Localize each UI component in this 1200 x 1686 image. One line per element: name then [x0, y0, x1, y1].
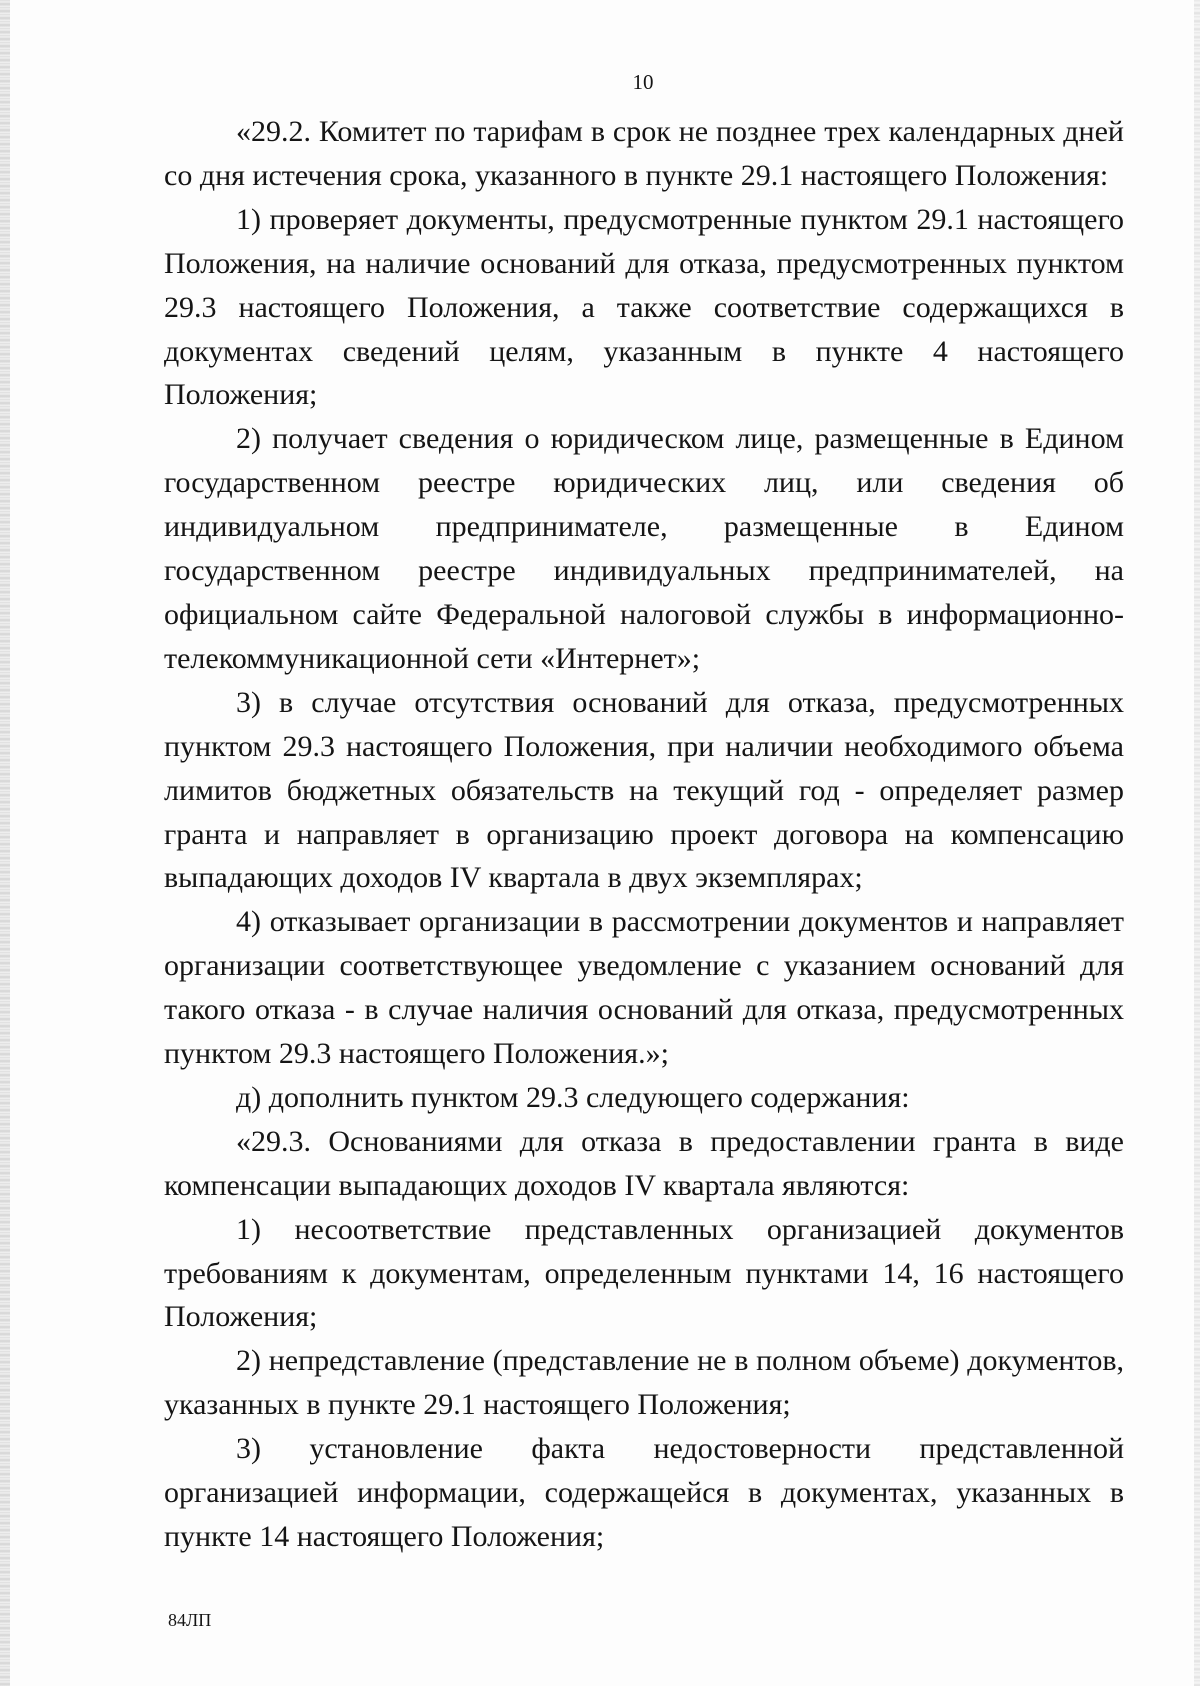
page-number: 10 — [632, 70, 654, 94]
paragraph-amendment-d: д) дополнить пунктом 29.3 следующего содержания: — [236, 1080, 910, 1114]
paragraph-29-2-item-2: 2) получает сведения о юридическом лице, размещенные в Едином государственном реестре юридических лиц, или сведения об индивидуальном предпринимателе, размещенные в Едином государственном реестре индивидуальных предпринимателей, на официальном сайте Федеральной налоговой службы в информационно-телекоммуникационной сети «Интернет»; — [164, 422, 1124, 675]
scan-edge-left — [0, 0, 10, 1686]
paragraph-29-2-item-3: 3) в случае отсутствия оснований для отказа, предусмотренных пунктом 29.3 настоящего Положения, при наличии необходимого объема лимитов бюджетных обязательств на текущий год - определяет размер гранта и направляет в организацию проект договора на компенсацию выпадающих доходов IV квартала в двух экземплярах; — [164, 685, 1124, 895]
paragraph-29-3-intro: «29.3. Основаниями для отказа в предоставлении гранта в виде компенсации выпадающих доходов IV квартала являются: — [164, 1124, 1124, 1202]
document-body — [164, 110, 1124, 1559]
scan-edge-right — [1194, 0, 1200, 1686]
footer-document-code: 84ЛП — [168, 1610, 212, 1630]
paragraph-29-2-item-4: 4) отказывает организации в рассмотрении документов и направляет организации соответствующее уведомление с указанием оснований для такого отказа - в случае наличия оснований для отказа, предусмотренных пунктом 29.3 настоящего Положения.»; — [164, 905, 1124, 1071]
paragraph-29-3-item-3: 3) установление факта недостоверности представленной организацией информации, содержащейся в документах, указанных в пункте 14 настоящего Положения; — [164, 1432, 1124, 1553]
paragraph-29-3-item-1: 1) несоответствие представленных организацией документов требованиям к документам, определенным пунктами 14, 16 настоящего Положения; — [164, 1212, 1124, 1334]
paragraph-29-3-item-2: 2) непредставление (представление не в полном объеме) документов, указанных в пункте 29.1 настоящего Положения; — [164, 1344, 1124, 1422]
paragraph-29-2-item-1: 1) проверяет документы, предусмотренные пунктом 29.1 настоящего Положения, на наличие оснований для отказа, предусмотренных пунктом 29.3 настоящего Положения, а также соответствие содержащихся в документах сведений целям, указанным в пункте 4 настоящего Положения; — [164, 202, 1124, 412]
paragraph-29-2-intro: «29.2. Комитет по тарифам в срок не позднее трех календарных дней со дня истечения срока, указанного в пункте 29.1 настоящего Положения: — [164, 115, 1124, 192]
